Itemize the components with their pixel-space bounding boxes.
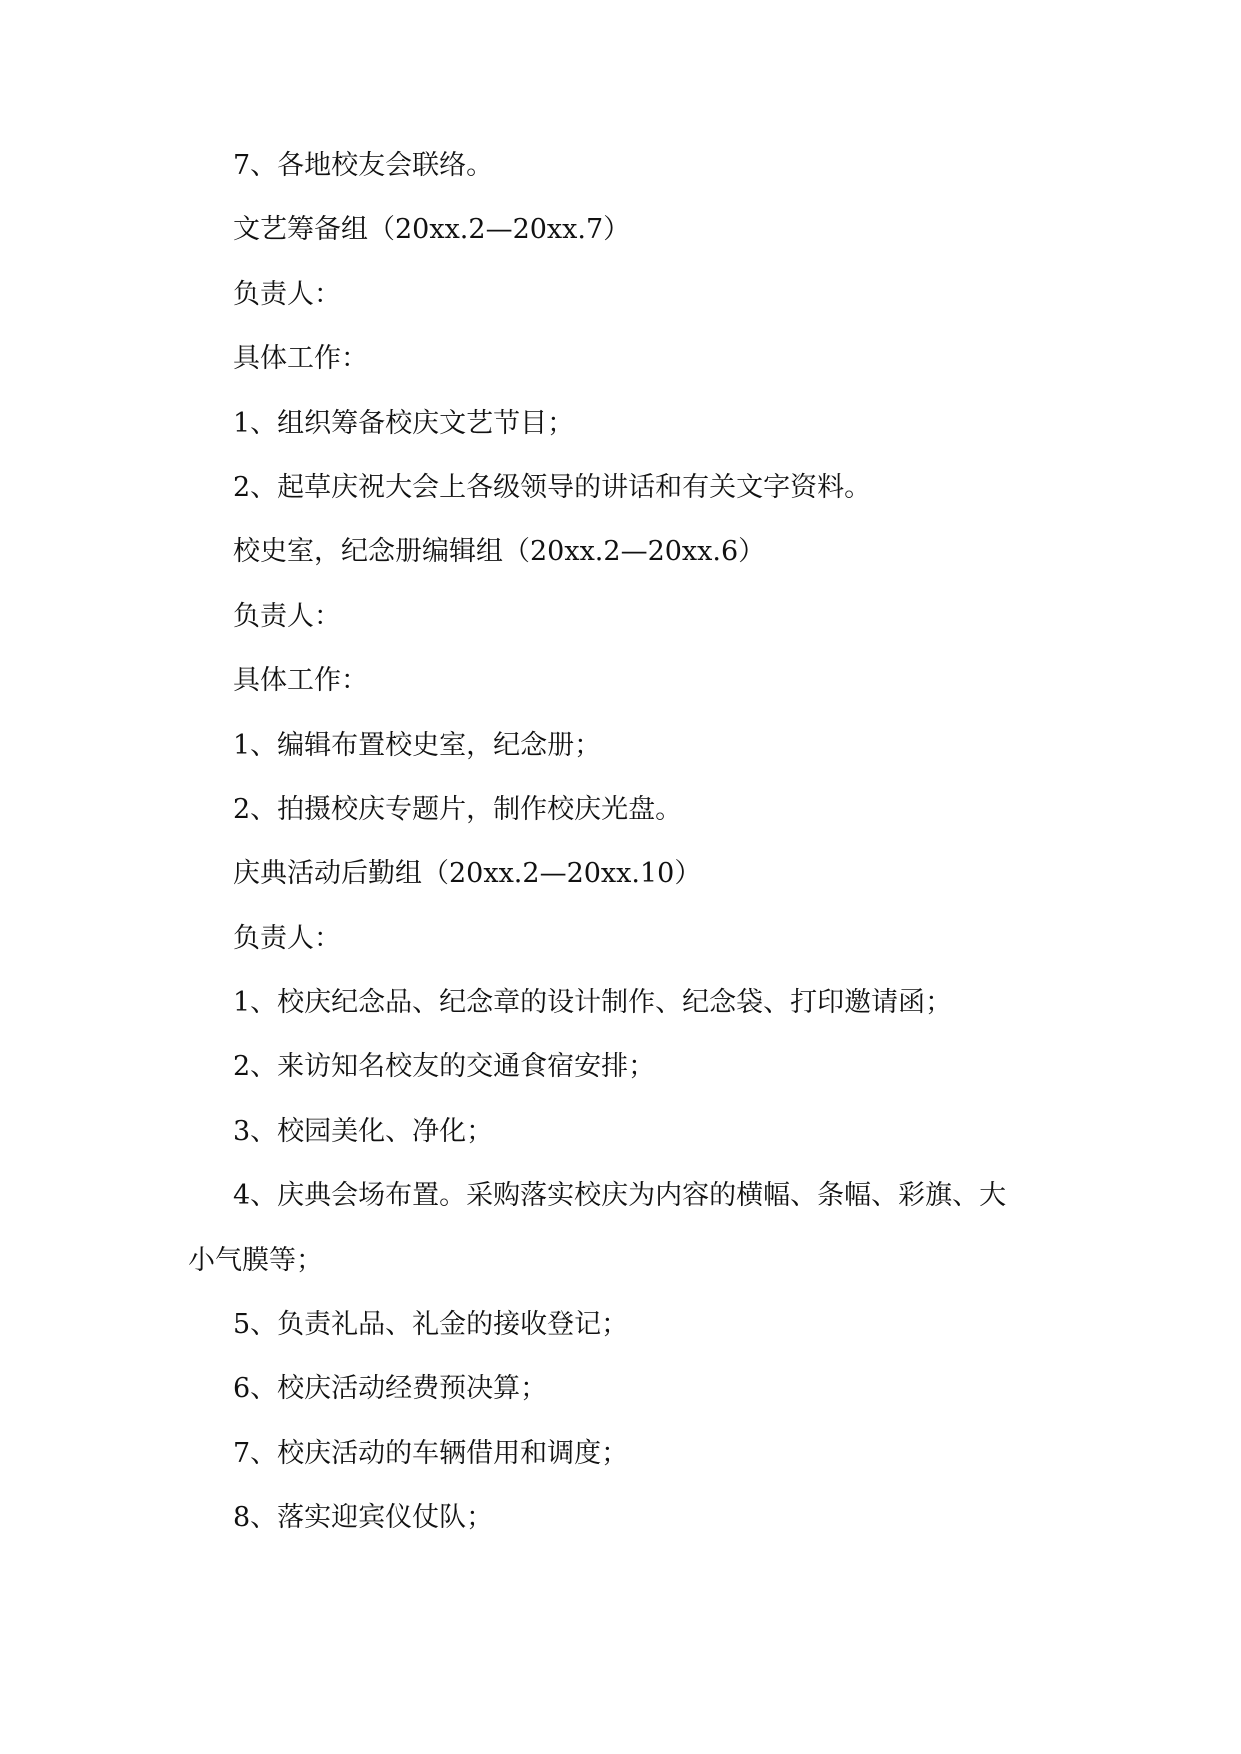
paragraph-line: 具体工作： [233, 343, 368, 375]
document-body [188, 150, 1068, 1567]
list-item: 1、编辑布置校史室，纪念册； [233, 729, 602, 761]
list-item: 4、庆典会场布置。采购落实校庆为内容的横幅、条幅、彩旗、大 [233, 1180, 1007, 1212]
list-item: 3、校园美化、净化； [233, 1115, 494, 1147]
section-heading: 文艺筹备组（20xx.2—20xx.7） [233, 214, 631, 246]
section-heading: 校史室，纪念册编辑组（20xx.2—20xx.6） [233, 536, 766, 568]
list-item: 8、落实迎宾仪仗队； [233, 1502, 494, 1534]
list-item: 2、起草庆祝大会上各级领导的讲话和有关文字资料。 [233, 471, 872, 503]
paragraph-line: 负责人： [233, 922, 341, 954]
list-item: 7、校庆活动的车辆借用和调度； [233, 1437, 629, 1469]
paragraph-line: 具体工作： [233, 665, 368, 697]
paragraph-line: 7、各地校友会联络。 [233, 150, 494, 181]
paragraph-line: 负责人： [233, 600, 341, 632]
list-item: 2、来访知名校友的交通食宿安排； [233, 1051, 656, 1083]
list-item-continuation: 小气膜等； [188, 1244, 323, 1276]
list-item: 1、校庆纪念品、纪念章的设计制作、纪念袋、打印邀请函； [233, 987, 953, 1019]
list-item: 2、拍摄校庆专题片，制作校庆光盘。 [233, 793, 683, 825]
list-item: 5、负责礼品、礼金的接收登记； [233, 1309, 629, 1341]
list-item: 6、校庆活动经费预决算； [233, 1373, 548, 1405]
paragraph-line: 负责人： [233, 278, 341, 310]
list-item: 1、组织筹备校庆文艺节目； [233, 407, 575, 439]
section-heading: 庆典活动后勤组（20xx.2—20xx.10） [233, 858, 702, 890]
